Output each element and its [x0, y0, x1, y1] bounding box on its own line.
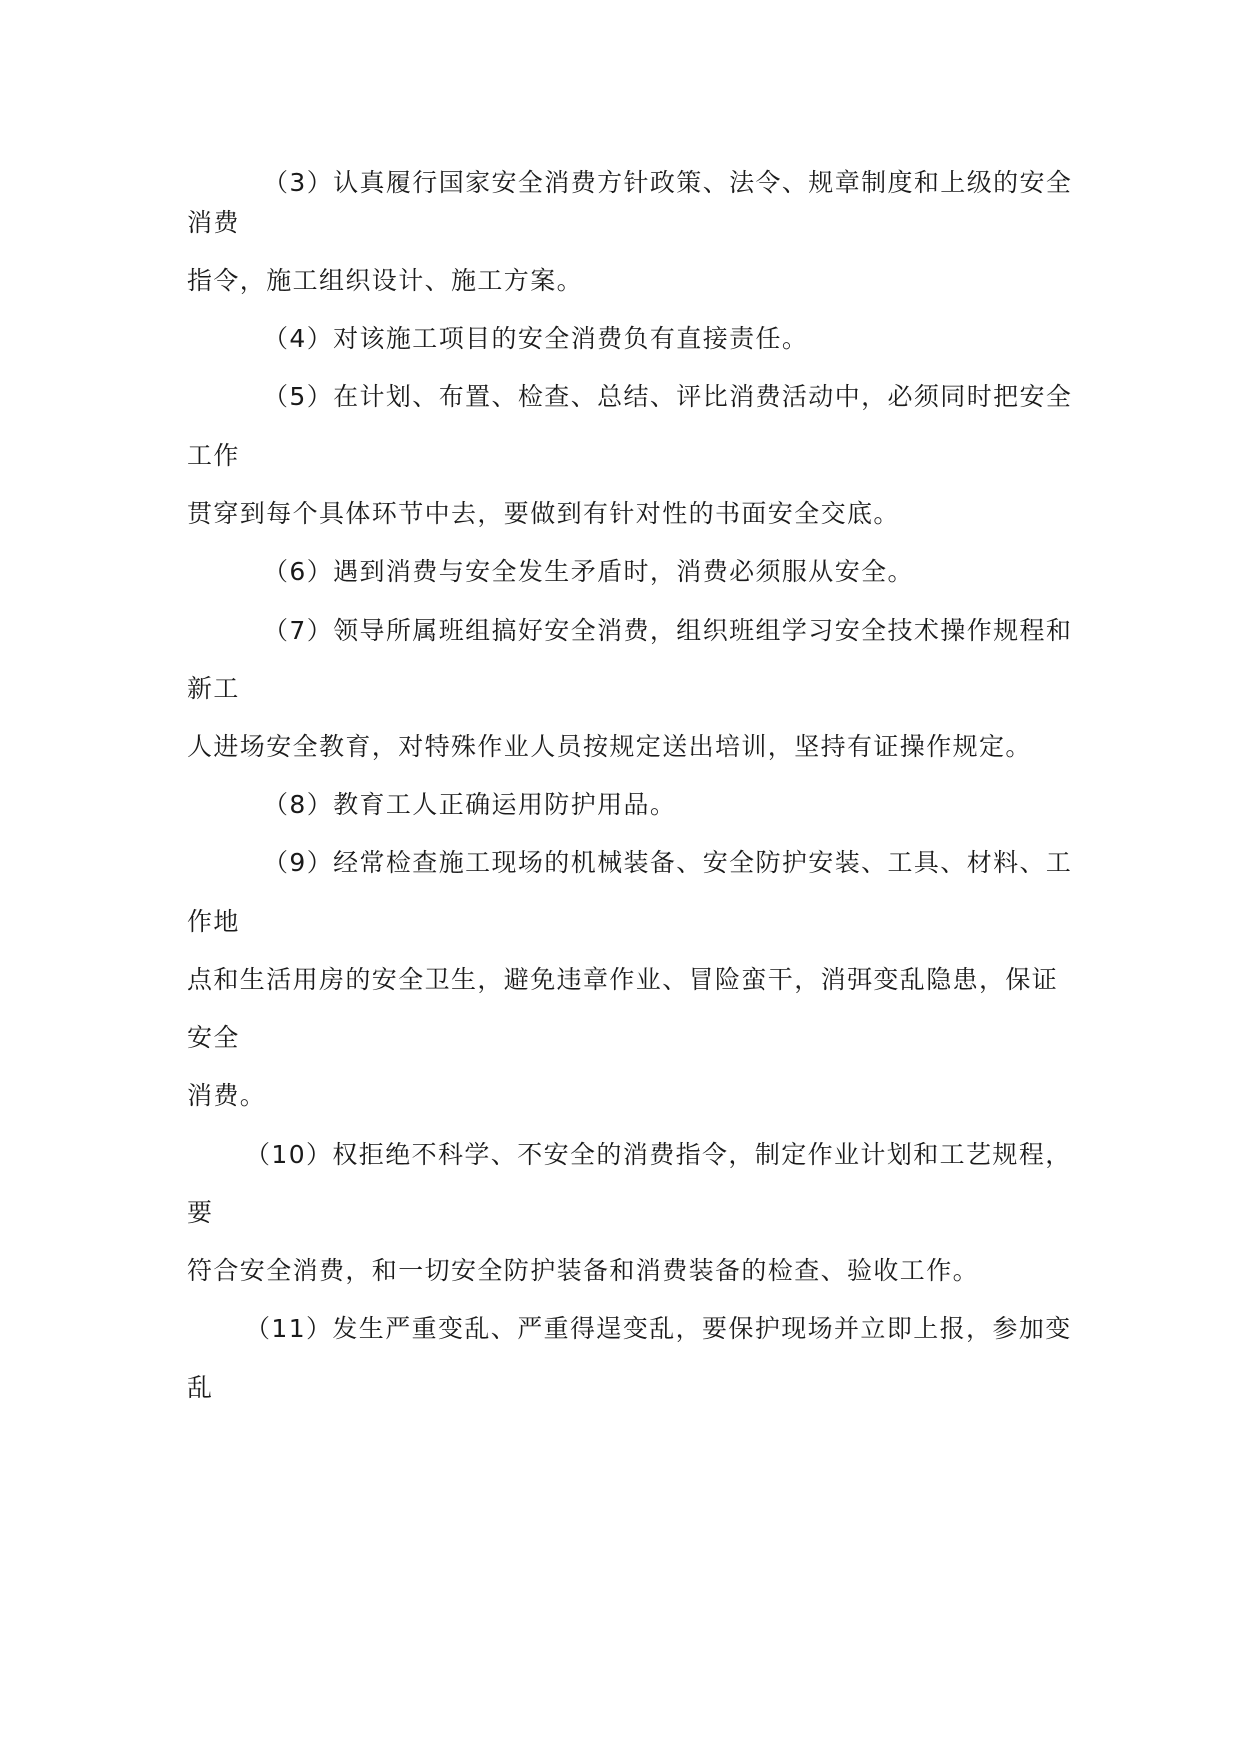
paragraph-4-line-1: （4）对该施工项目的安全消费负有直接责任。 [263, 324, 809, 353]
paragraph-7-line-3: 人进场安全教育，对特殊作业人员按规定送出培训，坚持有证操作规定。 [187, 732, 1032, 761]
paragraph-3-line-1: （3）认真履行国家安全消费方针政策、法令、规章制度和上级的安全 [263, 168, 1073, 197]
paragraph-10-line-2: 要 [187, 1198, 214, 1227]
paragraph-11-line-2: 乱 [187, 1373, 214, 1402]
paragraph-9-line-3: 点和生活用房的安全卫生，避免违章作业、冒险蛮干，消弭变乱隐患，保证 [187, 965, 1059, 994]
paragraph-10-line-1: （10）权拒绝不科学、不安全的消费指令，制定作业计划和工艺规程， [245, 1140, 1072, 1169]
paragraph-9-line-1: （9）经常检查施工现场的机械装备、安全防护安装、工具、材料、工 [263, 848, 1073, 877]
paragraph-7-line-2: 新工 [187, 674, 240, 703]
paragraph-5-line-2: 工作 [187, 441, 240, 470]
paragraph-9-line-4: 安全 [187, 1023, 240, 1052]
paragraph-10-line-3: 符合安全消费，和一切安全防护装备和消费装备的检查、验收工作。 [187, 1256, 980, 1285]
paragraph-6-line-1: （6）遇到消费与安全发生矛盾时，消费必须服从安全。 [263, 557, 914, 586]
paragraph-5-line-1: （5）在计划、布置、检查、总结、评比消费活动中，必须同时把安全 [263, 382, 1073, 411]
paragraph-7-line-1: （7）领导所属班组搞好安全消费，组织班组学习安全技术操作规程和 [263, 616, 1073, 645]
paragraph-9-line-2: 作地 [187, 907, 240, 936]
paragraph-3-line-3: 指令，施工组织设计、施工方案。 [187, 266, 584, 295]
paragraph-11-line-1: （11）发生严重变乱、严重得逞变乱，要保护现场并立即上报，参加变 [245, 1314, 1072, 1343]
paragraph-9-line-5: 消费。 [187, 1081, 267, 1110]
paragraph-5-line-3: 贯穿到每个具体环节中去，要做到有针对性的书面安全交底。 [187, 499, 900, 528]
paragraph-3-line-2: 消费 [187, 208, 240, 237]
paragraph-8-line-1: （8）教育工人正确运用防护用品。 [263, 790, 677, 819]
